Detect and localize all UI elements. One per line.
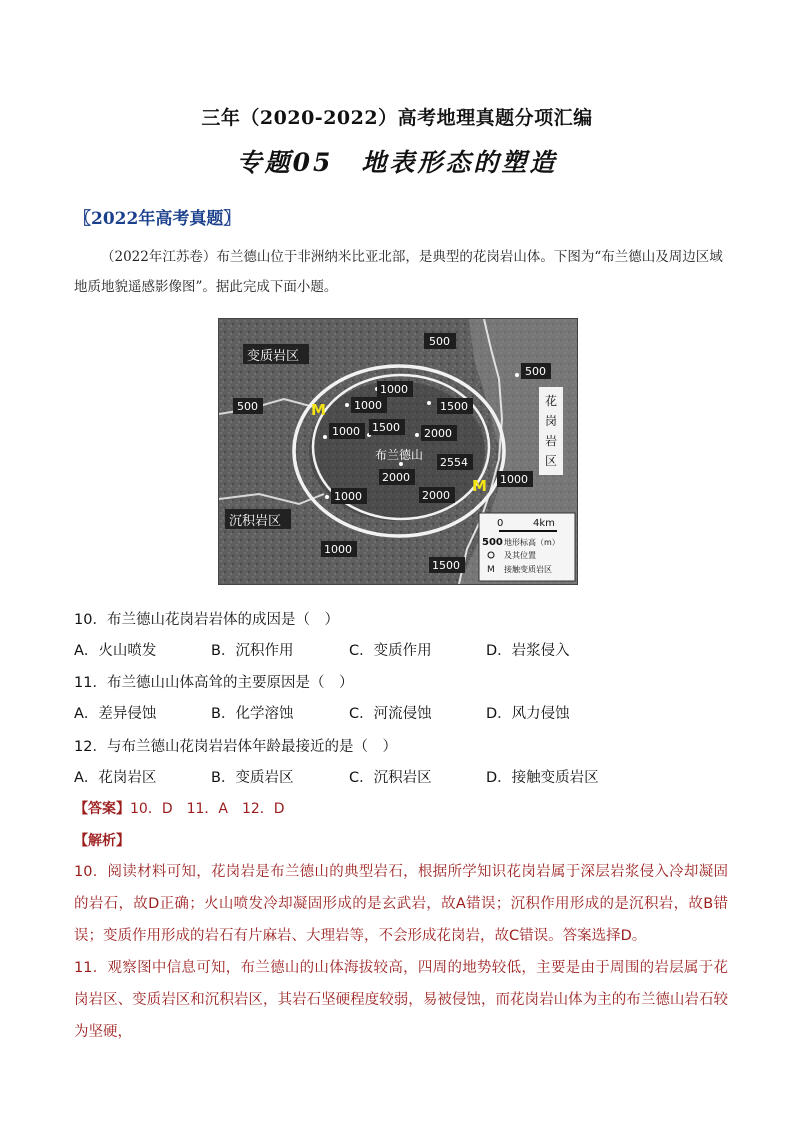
elevation-label: 500 [429,335,450,348]
elevation-label: 1500 [432,559,460,572]
elevation-label: 1000 [354,399,382,412]
elevation-label: 1000 [334,490,362,503]
elevation-label: 500 [237,400,258,413]
elevation-label: 2000 [424,427,452,440]
elevation-point [515,373,519,377]
option-c[interactable]: C．河流侵蚀 [349,706,432,722]
option-d[interactable]: D．岩浆侵入 [486,643,570,659]
contact-marker-west: M [311,401,326,419]
option-b[interactable]: B．沉积作用 [211,643,294,659]
elevation-label: 1000 [324,543,352,556]
question-12-options [74,766,754,788]
option-c[interactable]: C．变质作用 [349,643,432,659]
geologic-map [218,318,578,585]
legend-elev-text: 地形标高（m） [504,538,560,547]
elevation-label: 1000 [380,383,408,396]
option-c[interactable]: C．沉积岩区 [349,770,432,786]
section-heading: 〖2022年高考真题〗 [74,209,241,229]
option-a[interactable]: A．差异侵蚀 [74,706,157,722]
elevation-label: 500 [525,365,546,378]
analysis-paragraph-11: 11．观察图中信息可知，布兰德山的山体海拔较高，四周的地势较低，主要是由于周围的岩层属于花岗岩区、变质岩区和沉积岩区，其岩石坚硬程度较弱，易被侵蚀，而花岗岩山体为主的布兰德山岩石较为坚硬， [74,960,728,1040]
region-sedimentary: 沉积岩区 [229,514,282,529]
map-legend [479,513,575,581]
analysis-paragraph-10: 10．阅读材料可知，花岗岩是布兰德山的典型岩石，根据所学知识花岗岩属于深层岩浆侵入冷却凝固的岩石，故D正确；火山喷发冷却凝固形成的是玄武岩，故A错误；沉积作用形成的是沉积岩，故B错误；变质作用形成的岩石有片麻岩、大理岩等，不会形成花岗岩，故C错误。答案选择D。 [74,864,728,944]
question-11-options [74,702,754,724]
elevation-point [427,401,431,405]
region-granite-4: 区 [545,454,558,468]
elevation-label: 1000 [500,473,528,486]
intro-paragraph: （2022年江苏卷）布兰德山位于非洲纳米比亚北部，是典型的花岗岩山体。下图为“布兰德山及周边区域地质地貌遥感影像图”。据此完成下面小题。 [74,249,723,295]
question-10-stem: 10．布兰德山花岗岩岩体的成因是（ ） [74,612,339,628]
legend-position-text: 及其位置 [504,551,536,560]
page-title: 三年（2020-2022）高考地理真题分项汇编 [201,107,593,129]
answer-line [74,798,285,818]
geologic-map-svg [219,319,577,584]
region-granite-1: 花 [545,394,558,408]
elevation-label: 1500 [440,400,468,413]
elevation-point [345,403,349,407]
legend-m-text: 接触变质岩区 [504,565,552,574]
option-d[interactable]: D．风力侵蚀 [486,706,570,722]
region-granite-2: 岗 [545,414,558,428]
option-b[interactable]: B．变质岩区 [211,770,294,786]
elevation-point [323,435,327,439]
option-b[interactable]: B．化学溶蚀 [211,706,294,722]
scale-zero: 0 [497,518,504,529]
scale-km: 4km [533,518,555,529]
mountain-name: 布兰德山 [375,448,424,462]
question-10-options [74,639,754,661]
summit-elevation: 2554 [440,456,468,469]
legend-m-letter: M [487,565,495,575]
elevation-label: 2000 [422,489,450,502]
option-d[interactable]: D．接触变质岩区 [486,770,599,786]
elevation-point [399,462,403,466]
option-a[interactable]: A．花岗岩区 [74,770,157,786]
elevation-point [415,433,419,437]
elevation-label: 1000 [332,425,360,438]
option-a[interactable]: A．火山喷发 [74,643,157,659]
elevation-label: 1500 [372,421,400,434]
contact-marker-east: M [472,477,487,495]
answer-tag: 【答案】 [74,801,130,817]
question-12-stem: 12．与布兰德山花岗岩岩体年龄最接近的是（ ） [74,739,397,755]
legend-elev-sample: 500 [482,537,503,548]
region-granite-3: 岩 [545,434,558,448]
page-subtitle: 专题05 地表形态的塑造 [236,148,558,177]
elevation-label: 2000 [382,471,410,484]
elevation-point [325,495,329,499]
answer-text: 10．D 11．A 12．D [130,801,285,817]
question-11-stem: 11．布兰德山山体高耸的主要原因是（ ） [74,675,354,691]
region-metamorphic: 变质岩区 [247,349,300,364]
analysis-tag: 【解析】 [74,833,130,849]
